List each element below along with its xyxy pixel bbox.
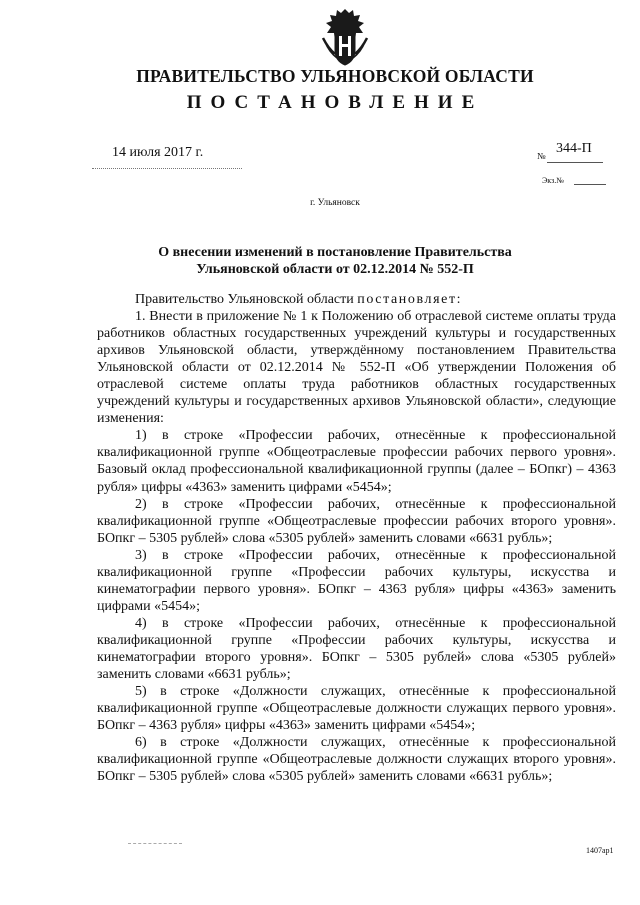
subitem-3-paragraph: 3) в строке «Профессии рабочих, отнесённые к профессиональной квалификационной группе «Профессии рабочих культуры, искусства и кинематографии первого уровня». БОпкг – 4363 рубля» цифры «4363» заменить цифрами «5454»; <box>97 547 616 614</box>
subitem-4-paragraph: 4) в строке «Профессии рабочих, отнесённые к профессиональной квалификационной группе «Профессии рабочих культуры, искусства и кинематографии второго уровня». БОпкг – 5305 рублей» слова «5305 рублей» заменить словами «6631 рубль»; <box>97 615 616 683</box>
copy-number-underline <box>574 184 606 185</box>
document-body <box>97 291 616 785</box>
print-code: 1407ap1 <box>586 846 614 855</box>
intro-text: Правительство Ульяновской области <box>135 292 358 307</box>
intro-verb: постановляет: <box>357 292 463 307</box>
subitem-6-paragraph: 6) в строке «Должности служащих, отнесённые к профессиональной квалификационной группе «Общеотраслевые должности служащих второго уровня». БОпкг – 5305 рублей» слова «5305 рублей» заменить словами «6631 рубль»; <box>97 735 616 785</box>
intro-paragraph <box>97 291 616 308</box>
number-underline <box>547 162 603 163</box>
document-number: 344-П <box>556 141 592 156</box>
number-sign: № <box>537 151 546 161</box>
subject-line-2: Ульяновской области от 02.12.2014 № 552-П <box>196 262 474 277</box>
subitem-1-paragraph: 1) в строке «Профессии рабочих, отнесённые к профессиональной квалификационной группе «Общеотраслевые профессии рабочих первого уровня». Базовый оклад профессиональной квалификационной группы (далее – БОпкг) – 4363 рубля» цифры «4363» заменить цифрами «5454»; <box>97 428 616 495</box>
subitem-2-paragraph: 2) в строке «Профессии рабочих, отнесённые к профессиональной квалификационной группе «Общеотраслевые профессии рабочих второго уровня». БОпкг – 5305 рублей» слова «5305 рублей» заменить словами «6631 рубль»; <box>97 496 616 546</box>
item-1-paragraph: 1. Внести в приложение № 1 к Положению об отраслевой системе оплаты труда работников областных государственных учреждений культуры и государственных архивов Ульяновской области, утверждённому постановлением Правительства Ульяновской области от 02.12.2014 № 552-П «Об утверждении Положения об отраслевой системе оплаты труда работников областных государственных учреждений культуры и государственных архивов Ульяновской области», следующие изменения: <box>97 309 616 427</box>
organization-title: ПРАВИТЕЛЬСТВО УЛЬЯНОВСКОЙ ОБЛАСТИ <box>136 66 534 86</box>
copy-number-label: Экз.№ <box>542 176 564 185</box>
document-subject <box>95 244 575 278</box>
date-underline <box>92 168 242 169</box>
ulyanovsk-region-coat-of-arms-icon <box>319 8 371 66</box>
document-date: 14 июля 2017 г. <box>112 145 204 160</box>
subject-line-1: О внесении изменений в постановление Правительства <box>158 245 512 260</box>
subitem-5-paragraph: 5) в строке «Должности служащих, отнесённые к профессиональной квалификационной группе «Общеотраслевые должности служащих первого уровня». БОпкг – 4363 рубля» цифры «4363» заменить цифрами «5454»; <box>97 684 616 734</box>
document-type-title: ПОСТАНОВЛЕНИЕ <box>186 92 484 113</box>
page-continuation-mark <box>128 843 182 844</box>
city-name: г. Ульяновск <box>310 198 360 208</box>
